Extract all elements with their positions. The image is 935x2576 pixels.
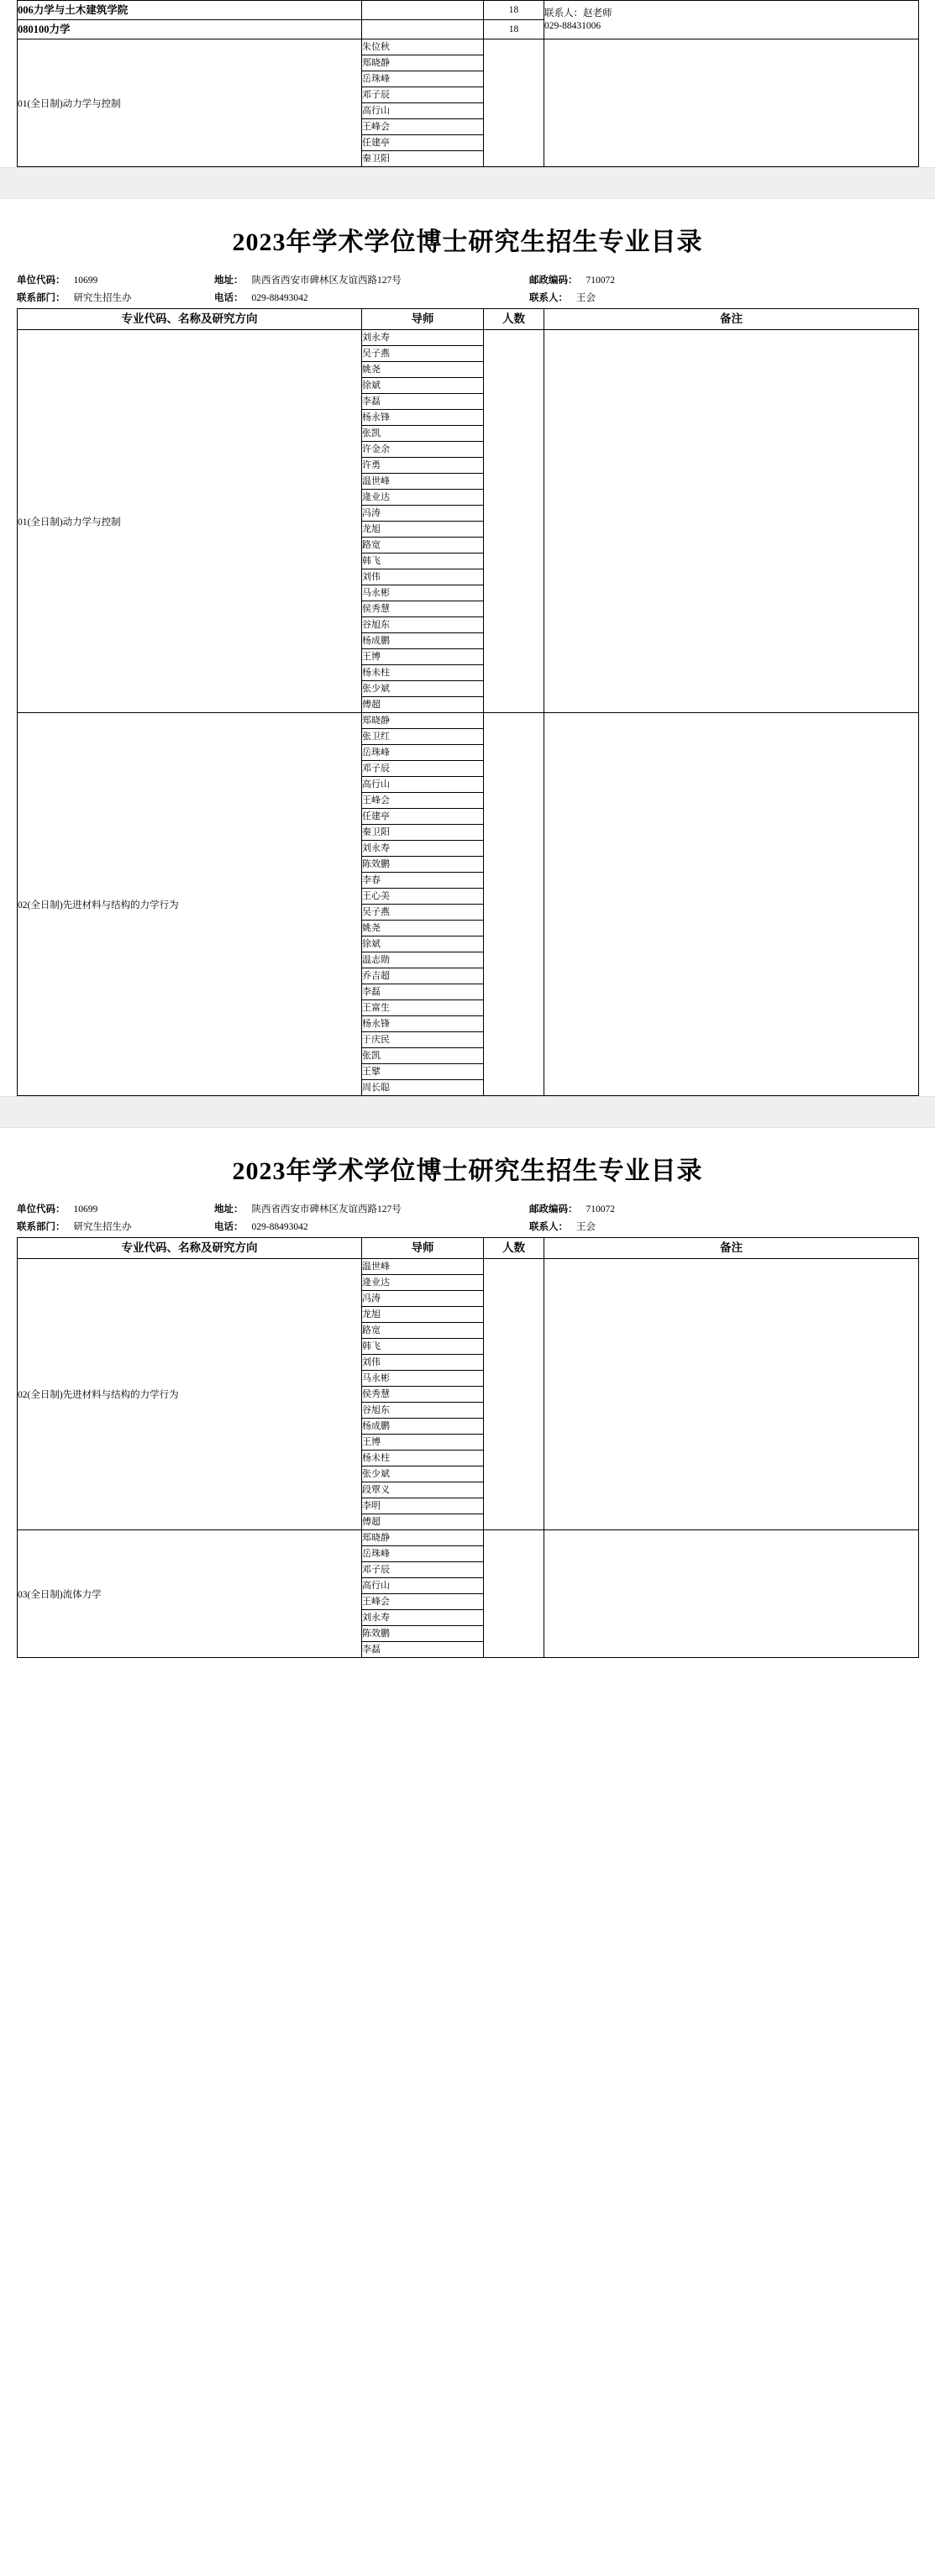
advisor-name: 乔吉超 (362, 968, 484, 984)
admissions-table-page3 (17, 1237, 919, 1658)
advisor-name: 王博 (362, 649, 484, 665)
table-row (18, 1530, 919, 1546)
zip-label: 邮政编码： (529, 1204, 578, 1215)
advisor-name: 朱位秋 (362, 39, 484, 55)
address-value: 陕西省西安市碑林区友谊西路127号 (251, 1204, 402, 1215)
advisor-name: 谷旭东 (362, 1403, 484, 1419)
table-row (18, 330, 919, 346)
advisor-name: 王峰会 (362, 119, 484, 135)
advisor-name: 岳珠峰 (362, 1546, 484, 1562)
advisor-name: 吴子燕 (362, 346, 484, 362)
advisor-name: 邓子辰 (362, 761, 484, 777)
unit-code-label: 单位代码： (17, 1204, 66, 1215)
advisor-name: 岳珠峰 (362, 71, 484, 87)
unit-code-value: 10699 (73, 275, 98, 286)
dept-value: 研究生招生办 (73, 1222, 132, 1232)
header-advisor: 导师 (362, 309, 484, 330)
advisor-name: 王峰会 (362, 793, 484, 809)
major-name: 080100力学 (18, 20, 362, 39)
count-cell (484, 713, 544, 1096)
advisor-name: 于庆民 (362, 1032, 484, 1048)
advisor-name: 秦卫阳 (362, 825, 484, 841)
advisor-name: 刘永寿 (362, 1610, 484, 1626)
contact-label: 联系人： (529, 293, 568, 303)
advisor-name: 杨永锋 (362, 410, 484, 426)
page-3 (0, 1150, 935, 1658)
note-cell (544, 713, 919, 1096)
phone-label: 电话： (214, 293, 244, 303)
advisor-name: 杨成鹏 (362, 633, 484, 649)
advisor-name: 邓子辰 (362, 1562, 484, 1578)
advisor-name: 郑晓静 (362, 55, 484, 71)
table-row (18, 1, 919, 20)
advisor-name: 马永彬 (362, 1371, 484, 1387)
direction-cell: 02(全日制)先进材料与结构的力学行为 (18, 1259, 362, 1530)
advisor-name: 谷旭东 (362, 617, 484, 633)
header-note: 备注 (544, 1238, 919, 1259)
admissions-table-page2 (17, 308, 919, 1096)
page-separator (0, 1096, 935, 1128)
advisor-name: 秦卫阳 (362, 151, 484, 167)
advisor-name: 郑晓静 (362, 1530, 484, 1546)
advisor-name: 张少斌 (362, 681, 484, 697)
count-cell (484, 39, 544, 167)
advisor-name: 高行山 (362, 777, 484, 793)
note-cell (544, 1530, 919, 1658)
page-title: 2023年学术学位博士研究生招生专业目录 (232, 228, 703, 256)
advisor-name: 许金余 (362, 442, 484, 458)
table-body-page3 (18, 1259, 919, 1658)
advisor-name: 岳珠峰 (362, 745, 484, 761)
advisor-name: 姚尧 (362, 921, 484, 936)
advisor-name: 徐斌 (362, 378, 484, 394)
count-cell (484, 1530, 544, 1658)
advisor-name: 温志勋 (362, 952, 484, 968)
address-label: 地址： (214, 1204, 244, 1215)
page-title: 2023年学术学位博士研究生招生专业目录 (232, 1157, 703, 1185)
advisor-name: 侯秀慧 (362, 601, 484, 617)
advisor-name: 韩飞 (362, 553, 484, 569)
table-header-row (18, 309, 919, 330)
advisor-name: 许勇 (362, 458, 484, 474)
advisor-name: 王博 (362, 1435, 484, 1451)
note-cell (544, 330, 919, 713)
header-direction: 专业代码、名称及研究方向 (18, 309, 362, 330)
college-name: 006力学与土木建筑学院 (18, 1, 362, 20)
count-cell (484, 330, 544, 713)
advisor-name: 龙旭 (362, 522, 484, 538)
table-body-page2 (18, 330, 919, 1096)
advisor-name: 段覃义 (362, 1482, 484, 1498)
advisor-name: 李明 (362, 1498, 484, 1514)
advisor-name: 陈效鹏 (362, 1626, 484, 1642)
table-row (18, 39, 919, 55)
advisor-name: 张少斌 (362, 1466, 484, 1482)
count-cell (484, 1259, 544, 1530)
advisor-name: 陈效鹏 (362, 857, 484, 873)
advisor-name: 杨成鹏 (362, 1419, 484, 1435)
college-note (544, 1, 919, 39)
dept-value: 研究生招生办 (73, 293, 132, 303)
advisor-name: 高行山 (362, 1578, 484, 1594)
advisor-name: 路宽 (362, 1323, 484, 1339)
advisor-name: 王心美 (362, 889, 484, 905)
advisor-name: 温世峰 (362, 474, 484, 490)
note-phone: 029-88431006 (544, 20, 601, 31)
advisor-name: 李春 (362, 873, 484, 889)
note-cell (544, 1259, 919, 1530)
admissions-table-page1 (17, 0, 919, 167)
advisor-name: 温世峰 (362, 1259, 484, 1275)
advisor-name: 李磊 (362, 1642, 484, 1658)
advisor-name: 冯涛 (362, 1291, 484, 1307)
contact-value: 王会 (576, 1222, 596, 1232)
unit-code-label: 单位代码： (17, 275, 66, 286)
empty-advisor-cell (362, 1, 484, 20)
page-1 (0, 0, 935, 167)
phone-label: 电话： (214, 1222, 244, 1232)
advisor-name: 逄业达 (362, 1275, 484, 1291)
page-2 (0, 221, 935, 1096)
note-cell (544, 39, 919, 167)
advisor-name: 龙旭 (362, 1307, 484, 1323)
page-separator (0, 167, 935, 199)
advisor-name: 傅超 (362, 697, 484, 713)
dept-label: 联系部门： (17, 1222, 66, 1232)
contact-value: 王会 (576, 293, 596, 303)
header-direction: 专业代码、名称及研究方向 (18, 1238, 362, 1259)
header-count: 人数 (484, 1238, 544, 1259)
advisor-name: 李磊 (362, 394, 484, 410)
header-advisor: 导师 (362, 1238, 484, 1259)
advisor-name: 周长聪 (362, 1080, 484, 1096)
advisor-name: 逄业达 (362, 490, 484, 506)
empty-advisor-cell (362, 20, 484, 39)
table-header-row (18, 1238, 919, 1259)
advisor-name: 张凯 (362, 1048, 484, 1064)
advisor-name: 张凯 (362, 426, 484, 442)
advisor-name: 徐斌 (362, 936, 484, 952)
direction-cell: 01(全日制)动力学与控制 (18, 330, 362, 713)
advisor-name: 刘伟 (362, 1355, 484, 1371)
advisor-name: 杨未柱 (362, 1451, 484, 1466)
advisor-name: 刘永寿 (362, 841, 484, 857)
advisor-name: 杨永锋 (362, 1016, 484, 1032)
advisor-name: 吴子燕 (362, 905, 484, 921)
advisor-name: 李磊 (362, 984, 484, 1000)
major-count: 18 (484, 20, 544, 39)
advisor-name: 姚尧 (362, 362, 484, 378)
phone-value: 029-88493042 (251, 293, 308, 303)
phone-value: 029-88493042 (251, 1222, 308, 1232)
advisor-name: 任建亭 (362, 809, 484, 825)
college-count: 18 (484, 1, 544, 20)
table-row (18, 1259, 919, 1275)
advisor-name: 杨未柱 (362, 665, 484, 681)
address-value: 陕西省西安市碑林区友谊西路127号 (251, 275, 402, 286)
header-count: 人数 (484, 309, 544, 330)
advisor-name: 王富生 (362, 1000, 484, 1016)
advisor-name: 马永彬 (362, 585, 484, 601)
document-meta (17, 273, 918, 304)
advisor-name: 任建亭 (362, 135, 484, 151)
contact-label: 联系人： (529, 1222, 568, 1232)
address-label: 地址： (214, 275, 244, 286)
advisor-name: 刘永寿 (362, 330, 484, 346)
advisor-name: 冯涛 (362, 506, 484, 522)
dept-label: 联系部门： (17, 293, 66, 303)
direction-cell: 01(全日制)动力学与控制 (18, 39, 362, 167)
advisor-name: 王峰会 (362, 1594, 484, 1610)
advisor-name: 张卫红 (362, 729, 484, 745)
advisor-name: 路宽 (362, 538, 484, 553)
direction-cell: 03(全日制)流体力学 (18, 1530, 362, 1658)
header-note: 备注 (544, 309, 919, 330)
advisor-name: 邓子辰 (362, 87, 484, 103)
note-contact: 联系人：赵老师 (544, 8, 612, 18)
advisor-name: 韩飞 (362, 1339, 484, 1355)
advisor-name: 傅超 (362, 1514, 484, 1530)
zip-label: 邮政编码： (529, 275, 578, 286)
direction-cell: 02(全日制)先进材料与结构的力学行为 (18, 713, 362, 1096)
zip-value: 710072 (586, 275, 615, 286)
zip-value: 710072 (586, 1204, 615, 1215)
advisor-name: 刘伟 (362, 569, 484, 585)
table-row (18, 713, 919, 729)
advisor-name: 王擘 (362, 1064, 484, 1080)
document-meta (17, 1202, 918, 1233)
advisor-name: 高行山 (362, 103, 484, 119)
advisor-name: 郑晓静 (362, 713, 484, 729)
unit-code-value: 10699 (73, 1204, 98, 1215)
advisor-name: 侯秀慧 (362, 1387, 484, 1403)
